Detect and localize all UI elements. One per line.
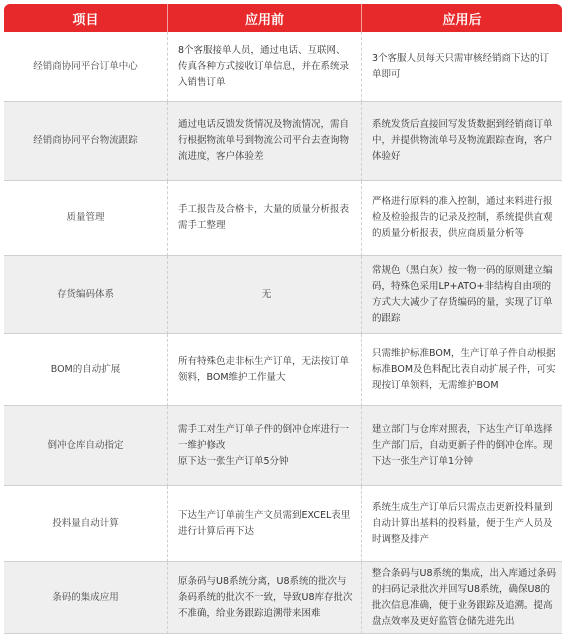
table-row [4, 486, 562, 562]
table-row [4, 334, 562, 406]
comparison-table [4, 4, 562, 634]
row-item: 经销商协同平台订单中心 [4, 32, 168, 102]
table-row [4, 32, 562, 102]
row-after: 严格进行原料的准入控制，通过来料进行报检及检验报告的记录及控制，系统提供直观的质量分析报表，供应商质量分析等 [362, 181, 562, 256]
row-before: 8个客服接单人员，通过电话、互联网、传真各种方式接收订单信息，并在系统录入销售订单 [168, 32, 362, 102]
row-item: 条码的集成应用 [4, 562, 168, 634]
row-before: 所有特殊色走非标生产订单，无法按订单领料，BOM维护工作量大 [168, 334, 362, 406]
row-item: 经销商协同平台物流跟踪 [4, 102, 168, 181]
table-row [4, 256, 562, 334]
row-item: 存货编码体系 [4, 256, 168, 334]
table-row [4, 562, 562, 634]
row-after: 只需维护标准BOM，生产订单子件自动根据标准BOM及色料配比表自动扩展子件，可实现按订单领料，无需维护BOM [362, 334, 562, 406]
header-item: 项目 [4, 4, 168, 32]
row-before: 无 [168, 256, 362, 334]
row-before: 下达生产订单前生产文员需到EXCEL表里进行计算后再下达 [168, 486, 362, 562]
header-before: 应用前 [168, 4, 362, 32]
table-row [4, 406, 562, 486]
row-item: 倒冲仓库自动指定 [4, 406, 168, 486]
table-row [4, 181, 562, 256]
row-after: 3个客服人员每天只需审核经销商下达的订单即可 [362, 32, 562, 102]
row-item: 投料量自动计算 [4, 486, 168, 562]
table-header-row [4, 4, 562, 32]
row-after: 常规色（黑白灰）按一物一码的原则建立编码，特殊色采用LP+ATO+非结构自由项的方式大大减少了存货编码的量，实现了订单的跟踪 [362, 256, 562, 334]
row-before: 需手工对生产订单子件的倒冲仓库进行一一维护修改 原下达一张生产订单5分钟 [168, 406, 362, 486]
row-after: 系统发货后直接回写发货数据到经销商订单中，并提供物流单号及物流跟踪查询，客户体验好 [362, 102, 562, 181]
header-after: 应用后 [362, 4, 562, 32]
row-after: 建立部门与仓库对照表，下达生产订单选择生产部门后，自动更新子件的倒冲仓库。现下达一张生产订单1分钟 [362, 406, 562, 486]
table-row [4, 102, 562, 181]
row-after: 系统生成生产订单后只需点击更新投料量到自动计算出基料的投料量，便于生产人员及时调整及排产 [362, 486, 562, 562]
row-before: 手工报告及合格卡，大量的质量分析报表需手工整理 [168, 181, 362, 256]
row-item: 质量管理 [4, 181, 168, 256]
row-before: 通过电话反馈发货情况及物流情况，需自行根据物流单号到物流公司平台去查询物流进度，客户体验差 [168, 102, 362, 181]
row-after: 整合条码与U8系统的集成，出入库通过条码的扫码记录批次并回写U8系统，确保U8的批次信息准确，便于业务跟踪及追溯。提高盘点效率及更好监管仓储先进先出 [362, 562, 562, 634]
row-item: BOM的自动扩展 [4, 334, 168, 406]
row-before: 原条码与U8系统分离，U8系统的批次与条码系统的批次不一致，导致U8库存批次不准确，给业务跟踪追溯带来困难 [168, 562, 362, 634]
